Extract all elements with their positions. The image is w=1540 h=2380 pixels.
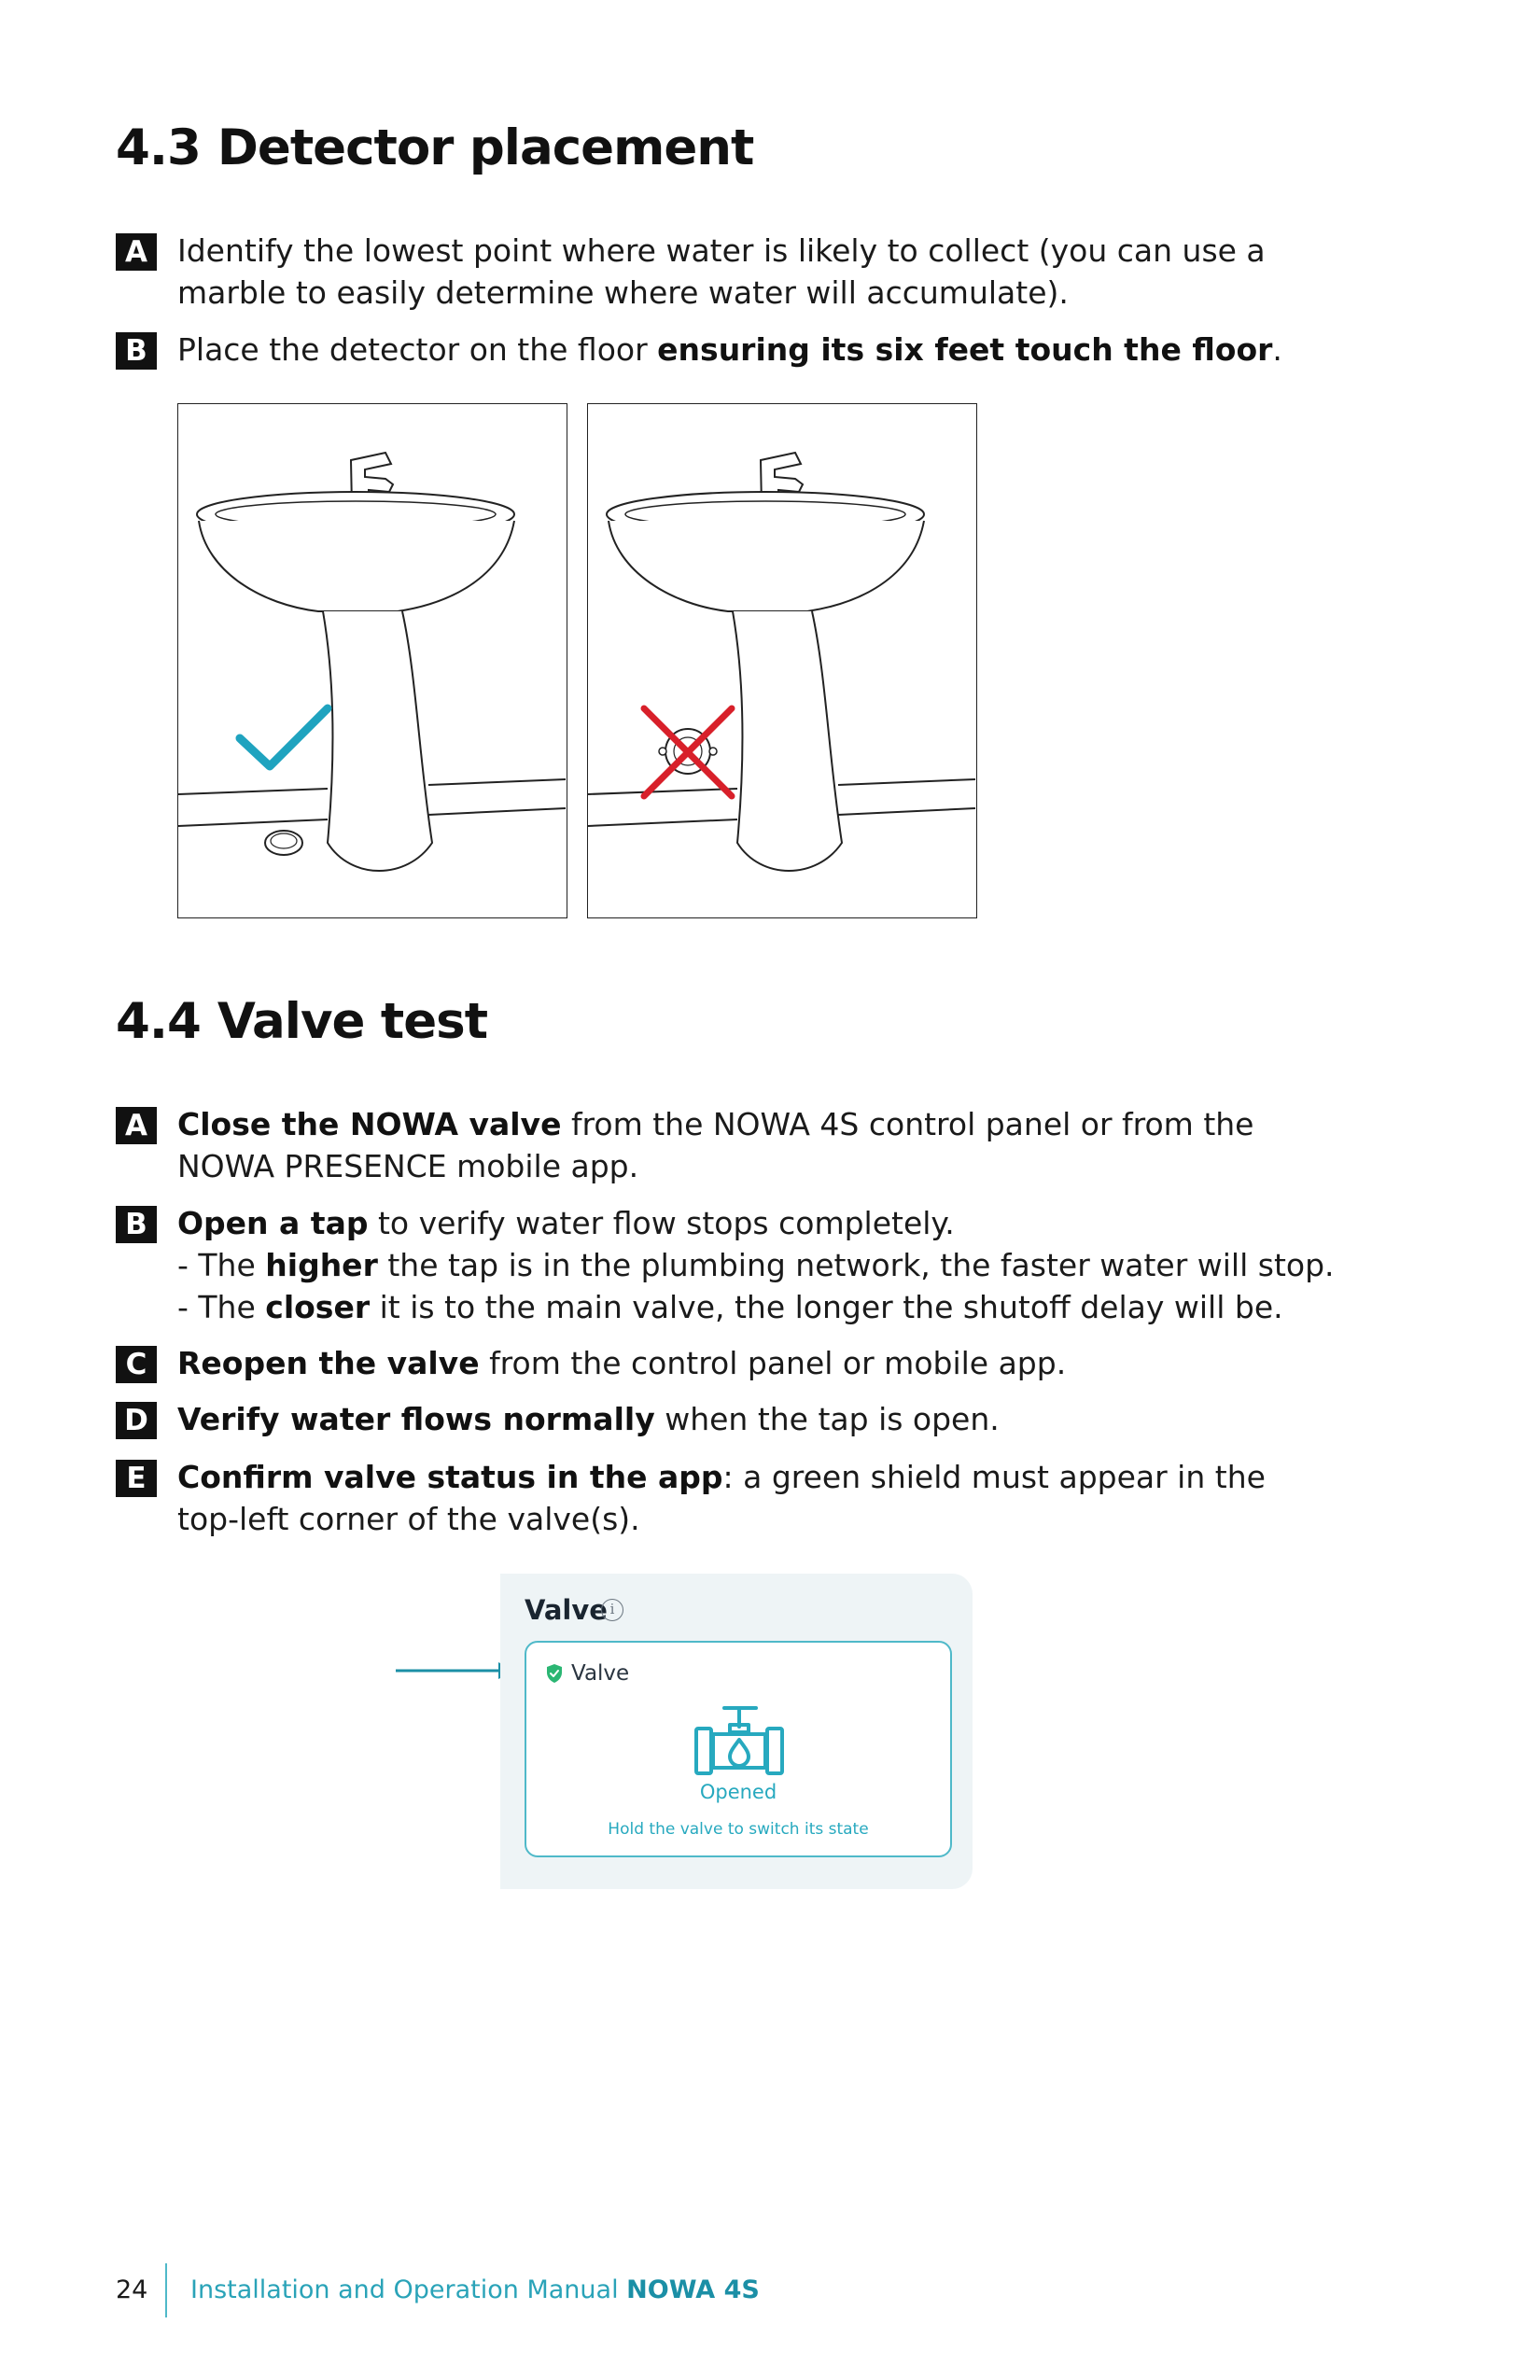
step-text-part: : a green shield must appear in the top-left corner of the valve(s). bbox=[177, 1459, 1266, 1537]
section-number: 4.4 bbox=[116, 993, 201, 1050]
step-text-part: from the NOWA 4S control panel or from the NOWA PRESENCE mobile app. bbox=[177, 1106, 1254, 1184]
step-text: Identify the lowest point where water is likely to collect (you can use a marble to easily determine where water will accumulate). bbox=[177, 232, 1266, 311]
valve-tile[interactable] bbox=[525, 1641, 952, 1857]
valve-hint: Hold the valve to switch its state bbox=[608, 1820, 869, 1839]
step-badge: C bbox=[116, 1346, 157, 1383]
valve-icon bbox=[693, 1701, 786, 1781]
footer-manual-name: Installation and Operation Manual bbox=[190, 2275, 627, 2304]
step-text-emphasis: closer bbox=[265, 1289, 371, 1325]
step-text-part: - The bbox=[177, 1247, 266, 1283]
step-text-part: the tap is in the plumbing network, the faster water will stop. bbox=[377, 1247, 1335, 1283]
step-line bbox=[177, 1202, 1422, 1244]
step-d-valve bbox=[116, 1398, 1422, 1440]
step-line bbox=[177, 1286, 1422, 1328]
step-text bbox=[177, 329, 1422, 371]
step-text-emphasis: Open a tap bbox=[177, 1205, 369, 1241]
illustration-wrong-placement bbox=[587, 403, 977, 918]
step-text-part: when the tap is open. bbox=[654, 1401, 1000, 1437]
step-badge: B bbox=[116, 1206, 157, 1243]
step-text bbox=[177, 1202, 1422, 1328]
info-icon[interactable]: i bbox=[601, 1599, 623, 1621]
illustration-correct-placement bbox=[177, 403, 567, 918]
step-text bbox=[177, 1456, 1325, 1540]
checkmark-icon bbox=[240, 708, 328, 766]
section-heading-4-4 bbox=[116, 993, 487, 1050]
step-a-valve bbox=[116, 1103, 1422, 1187]
step-text-part: to verify water flow stops completely. bbox=[368, 1205, 955, 1241]
step-text-emphasis: ensuring its six feet touch the floor bbox=[657, 331, 1273, 368]
section-title: Detector placement bbox=[217, 119, 754, 176]
valve-state: Opened bbox=[699, 1781, 777, 1803]
green-shield-icon bbox=[545, 1663, 564, 1684]
step-text-emphasis: higher bbox=[265, 1247, 378, 1283]
step-text-emphasis: Reopen the valve bbox=[177, 1345, 480, 1381]
step-text-emphasis: Verify water flows normally bbox=[177, 1401, 655, 1437]
step-badge: E bbox=[116, 1460, 157, 1497]
sink-illustration bbox=[588, 404, 975, 917]
footer-divider bbox=[165, 2263, 167, 2317]
footer-title bbox=[190, 2275, 760, 2304]
page-number: 24 bbox=[116, 2275, 148, 2304]
step-e-valve bbox=[116, 1456, 1422, 1540]
step-badge: B bbox=[116, 332, 157, 370]
step-b-valve bbox=[116, 1202, 1422, 1328]
step-c-valve bbox=[116, 1342, 1422, 1384]
step-text-part: it is to the main valve, the longer the shutoff delay will be. bbox=[370, 1289, 1283, 1325]
app-valve-card bbox=[500, 1574, 973, 1889]
step-text-emphasis: Close the NOWA valve bbox=[177, 1106, 562, 1142]
step-text-emphasis: Confirm valve status in the app bbox=[177, 1459, 723, 1495]
step-text bbox=[177, 1342, 1422, 1384]
app-card-title: Valve bbox=[525, 1594, 608, 1626]
step-text-part: . bbox=[1272, 331, 1282, 368]
step-text bbox=[177, 1398, 1422, 1440]
step-line bbox=[177, 1244, 1422, 1286]
step-badge: A bbox=[116, 1107, 157, 1144]
pointer-arrow-icon bbox=[396, 1659, 517, 1682]
cross-icon bbox=[644, 708, 732, 796]
step-text-part: from the control panel or mobile app. bbox=[479, 1345, 1067, 1381]
section-heading-4-3 bbox=[116, 119, 753, 176]
step-badge: A bbox=[116, 233, 157, 271]
section-number: 4.3 bbox=[116, 119, 201, 176]
step-text-part: Place the detector on the floor bbox=[177, 331, 658, 368]
valve-tile-name: Valve bbox=[571, 1661, 630, 1686]
sink-illustration bbox=[178, 404, 566, 917]
step-text-part: - The bbox=[177, 1289, 266, 1325]
footer-product-name: NOWA 4S bbox=[626, 2275, 760, 2304]
step-a-placement bbox=[116, 230, 1422, 314]
section-title: Valve test bbox=[217, 993, 488, 1050]
step-text bbox=[177, 1103, 1325, 1187]
step-b-placement bbox=[116, 329, 1422, 371]
step-badge: D bbox=[116, 1402, 157, 1439]
